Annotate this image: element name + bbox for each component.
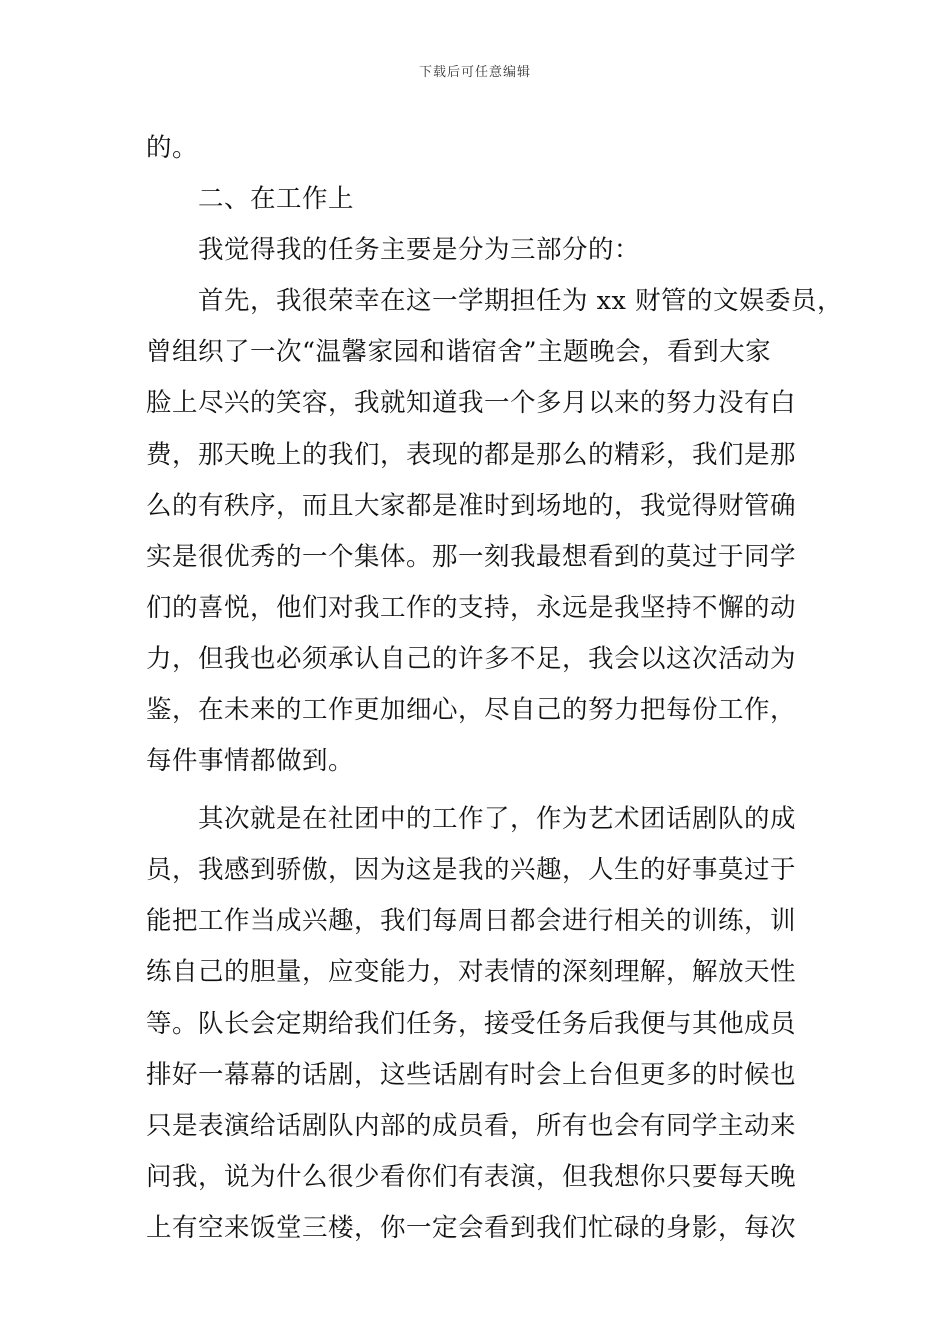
text-line: 能把工作当成兴趣，我们每周日都会进行相关的训练，训	[146, 906, 797, 937]
document-body	[146, 128, 843, 1259]
text-line: 等。队长会定期给我们任务，接受任务后我便与其他成员	[146, 1008, 797, 1039]
text-line: 么的有秩序，而且大家都是准时到场地的，我觉得财管确	[146, 490, 797, 521]
paragraph-start: 其次就是在社团中的工作了，作为艺术团话剧队的成	[198, 804, 797, 835]
text-line: 的。	[146, 133, 199, 163]
page-header: 下载后可任意编辑	[418, 65, 531, 80]
section-heading: 二、在工作上	[198, 184, 355, 215]
text-line: 问我，说为什么很少看你们有表演，但我想你只要每天晚	[146, 1161, 797, 1192]
text-line: 排好一幕幕的话剧，这些话剧有时会上台但更多的时候也	[146, 1059, 797, 1090]
text-line: 力，但我也必须承认自己的许多不足，我会以这次活动为	[146, 643, 797, 674]
text-line: 练自己的胆量，应变能力，对表情的深刻理解，解放天性	[146, 957, 797, 988]
text-line: 曾组织了一次“温馨家园和谐宿舍”主题晚会，看到大家	[146, 337, 772, 368]
text-line: 每件事情都做到。	[146, 746, 355, 777]
text-line: 员，我感到骄傲，因为这是我的兴趣，人生的好事莫过于	[146, 855, 797, 886]
text-line: 们的喜悦，他们对我工作的支持，永远是我坚持不懈的动	[146, 592, 797, 623]
text-line: 上有空来饭堂三楼，你一定会看到我们忙碌的身影，每次	[146, 1212, 797, 1243]
text-line: 费，那天晚上的我们，表现的都是那么的精彩，我们是那	[146, 439, 797, 470]
text-line: 只是表演给话剧队内部的成员看，所有也会有同学主动来	[146, 1110, 797, 1141]
text-line: 我觉得我的任务主要是分为三部分的：	[198, 235, 641, 266]
text-line: 实是很优秀的一个集体。那一刻我最想看到的莫过于同学	[146, 541, 797, 572]
text-line: 脸上尽兴的笑容，我就知道我一个多月以来的努力没有白	[146, 388, 797, 419]
text-line: 鉴，在未来的工作更加细心，尽自己的努力把每份工作，	[146, 695, 797, 726]
paragraph-start: 首先，我很荣幸在这一学期担任为 xx 财管的文娱委员，	[198, 286, 843, 317]
